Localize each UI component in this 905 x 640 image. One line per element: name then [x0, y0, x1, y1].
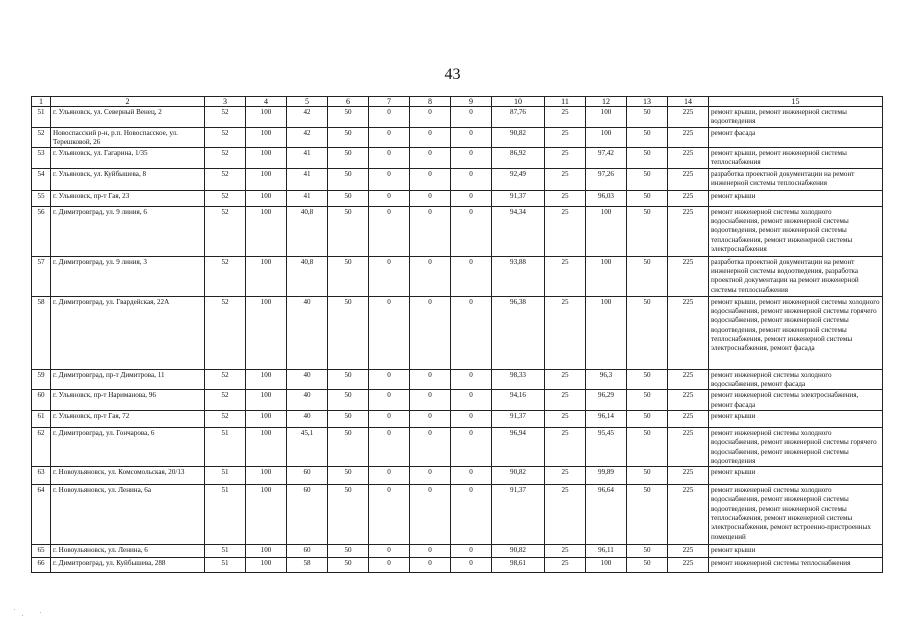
cell-c3: 51: [205, 427, 246, 466]
cell-c9: 0: [451, 168, 492, 190]
cell-c12: 96,14: [586, 410, 627, 427]
cell-work: ремонт крыши, ремонт инженерной системы теплоснабжения: [709, 148, 883, 169]
cell-c13: 50: [627, 427, 668, 466]
table-row: [32, 168, 883, 190]
cell-c5: 60: [287, 485, 328, 545]
table-row: [32, 485, 883, 545]
cell-c8: 0: [410, 410, 451, 427]
cell-c14: 225: [668, 107, 709, 128]
cell-no: 63: [32, 467, 51, 485]
cell-c4: 100: [246, 190, 287, 206]
cell-c12: 95,45: [586, 427, 627, 466]
cell-c10: 98,61: [492, 558, 545, 573]
cell-work: ремонт инженерной системы холодного водоснабжения, ремонт фасада: [709, 369, 883, 390]
cell-no: 61: [32, 410, 51, 427]
cell-no: 54: [32, 168, 51, 190]
cell-c14: 225: [668, 467, 709, 485]
cell-c14: 225: [668, 256, 709, 296]
cell-c3: 52: [205, 296, 246, 369]
cell-c8: 0: [410, 127, 451, 148]
cell-c9: 0: [451, 206, 492, 256]
cell-no: 66: [32, 558, 51, 573]
cell-c3: 51: [205, 545, 246, 558]
cell-c4: 100: [246, 127, 287, 148]
cell-c8: 0: [410, 148, 451, 169]
cell-c5: 58: [287, 558, 328, 573]
cell-c8: 0: [410, 427, 451, 466]
cell-c11: 25: [545, 256, 586, 296]
cell-c8: 0: [410, 168, 451, 190]
cell-c7: 0: [369, 168, 410, 190]
repair-program-table: [31, 96, 883, 573]
cell-c7: 0: [369, 190, 410, 206]
cell-c8: 0: [410, 107, 451, 128]
cell-c13: 50: [627, 390, 668, 411]
cell-c8: 0: [410, 467, 451, 485]
cell-c14: 225: [668, 190, 709, 206]
cell-c13: 50: [627, 545, 668, 558]
cell-c5: 40,8: [287, 256, 328, 296]
cell-c11: 25: [545, 410, 586, 427]
cell-work: ремонт крыши: [709, 190, 883, 206]
cell-c7: 0: [369, 410, 410, 427]
cell-address: г. Димитровград, ул. 9 линия, 6: [51, 206, 205, 256]
cell-work: ремонт инженерной системы холодного водоснабжения, ремонт инженерной системы водоотведения, ремонт инженерной системы теплоснабжения, ремонт инженерной системы электроснабжения, ремонт встроенно-пристроенных помещений: [709, 485, 883, 545]
cell-c11: 25: [545, 485, 586, 545]
cell-no: 52: [32, 127, 51, 148]
cell-c7: 0: [369, 107, 410, 128]
cell-c10: 86,92: [492, 148, 545, 169]
table-row: [32, 127, 883, 148]
cell-c12: 97,42: [586, 148, 627, 169]
cell-c9: 0: [451, 148, 492, 169]
cell-c6: 50: [328, 545, 369, 558]
cell-c5: 40: [287, 410, 328, 427]
cell-c11: 25: [545, 127, 586, 148]
cell-c13: 50: [627, 296, 668, 369]
table-row: [32, 427, 883, 466]
column-number-13: 13: [627, 97, 668, 107]
column-number-8: 8: [410, 97, 451, 107]
column-number-4: 4: [246, 97, 287, 107]
cell-address: г. Новоульяновск, ул. Комсомольская, 20/13: [51, 467, 205, 485]
cell-c6: 50: [328, 558, 369, 573]
cell-address: г. Ульяновск, ул. Гагарина, 1/35: [51, 148, 205, 169]
cell-work: ремонт крыши: [709, 545, 883, 558]
cell-c7: 0: [369, 390, 410, 411]
cell-c4: 100: [246, 168, 287, 190]
cell-work: разработка проектной документации на ремонт инженерной системы теплоснабжения: [709, 168, 883, 190]
cell-c4: 100: [246, 558, 287, 573]
cell-c4: 100: [246, 148, 287, 169]
cell-c8: 0: [410, 256, 451, 296]
cell-c10: 90,82: [492, 545, 545, 558]
cell-no: 57: [32, 256, 51, 296]
cell-c6: 50: [328, 410, 369, 427]
cell-c12: 100: [586, 296, 627, 369]
cell-c3: 52: [205, 410, 246, 427]
cell-c3: 52: [205, 107, 246, 128]
cell-address: г. Димитровград, ул. Куйбышева, 288: [51, 558, 205, 573]
cell-c5: 41: [287, 148, 328, 169]
cell-c10: 91,37: [492, 410, 545, 427]
cell-c12: 100: [586, 206, 627, 256]
cell-work: разработка проектной документации на ремонт инженерной системы водоотведения, разработка проектной документации на ремонт инженерной системы теплоснабжения: [709, 256, 883, 296]
cell-c11: 25: [545, 545, 586, 558]
cell-c9: 0: [451, 467, 492, 485]
cell-work: ремонт инженерной системы теплоснабжения: [709, 558, 883, 573]
cell-c13: 50: [627, 190, 668, 206]
cell-work: ремонт крыши, ремонт инженерной системы водоотведения: [709, 107, 883, 128]
cell-c6: 50: [328, 427, 369, 466]
cell-c3: 51: [205, 485, 246, 545]
cell-c4: 100: [246, 427, 287, 466]
column-number-7: 7: [369, 97, 410, 107]
cell-c12: 100: [586, 107, 627, 128]
cell-c13: 50: [627, 148, 668, 169]
cell-c13: 50: [627, 256, 668, 296]
cell-c12: 96,64: [586, 485, 627, 545]
cell-c8: 0: [410, 190, 451, 206]
cell-c5: 41: [287, 190, 328, 206]
cell-no: 65: [32, 545, 51, 558]
cell-c14: 225: [668, 168, 709, 190]
cell-c10: 92,49: [492, 168, 545, 190]
cell-c13: 50: [627, 369, 668, 390]
cell-c3: 52: [205, 127, 246, 148]
cell-c4: 100: [246, 107, 287, 128]
cell-c11: 25: [545, 296, 586, 369]
cell-c9: 0: [451, 390, 492, 411]
table-row: [32, 545, 883, 558]
cell-c11: 25: [545, 168, 586, 190]
cell-c14: 225: [668, 127, 709, 148]
cell-c11: 25: [545, 107, 586, 128]
cell-c6: 50: [328, 107, 369, 128]
cell-no: 56: [32, 206, 51, 256]
cell-c6: 50: [328, 256, 369, 296]
cell-address: г. Ульяновск, ул. Северный Венец, 2: [51, 107, 205, 128]
cell-c10: 96,38: [492, 296, 545, 369]
cell-c8: 0: [410, 296, 451, 369]
cell-address: г. Ульяновск, пр-т Нариманова, 96: [51, 390, 205, 411]
cell-c9: 0: [451, 296, 492, 369]
cell-no: 64: [32, 485, 51, 545]
cell-c7: 0: [369, 467, 410, 485]
cell-c5: 41: [287, 168, 328, 190]
cell-c5: 42: [287, 127, 328, 148]
cell-c14: 225: [668, 410, 709, 427]
cell-c12: 96,11: [586, 545, 627, 558]
cell-c13: 50: [627, 107, 668, 128]
cell-address: г. Новоульяновск, ул. Ленина, 6а: [51, 485, 205, 545]
cell-c3: 52: [205, 256, 246, 296]
cell-c13: 50: [627, 410, 668, 427]
cell-c12: 96,29: [586, 390, 627, 411]
cell-c13: 50: [627, 168, 668, 190]
scan-speck: .: [14, 606, 16, 612]
table-row: [32, 256, 883, 296]
cell-c8: 0: [410, 369, 451, 390]
cell-c14: 225: [668, 206, 709, 256]
cell-work: ремонт инженерной системы электроснабжения, ремонт фасада: [709, 390, 883, 411]
column-number-2: 2: [51, 97, 205, 107]
column-number-9: 9: [451, 97, 492, 107]
cell-c10: 91,37: [492, 485, 545, 545]
table-row: [32, 107, 883, 128]
cell-c11: 25: [545, 190, 586, 206]
cell-c6: 50: [328, 467, 369, 485]
cell-address: г. Димитровград, ул. Гвардейская, 22А: [51, 296, 205, 369]
cell-c7: 0: [369, 369, 410, 390]
scan-speck: .: [40, 609, 42, 615]
cell-c14: 225: [668, 369, 709, 390]
cell-c8: 0: [410, 558, 451, 573]
table-row: [32, 206, 883, 256]
cell-c7: 0: [369, 427, 410, 466]
cell-no: 55: [32, 190, 51, 206]
cell-c11: 25: [545, 206, 586, 256]
cell-c11: 25: [545, 558, 586, 573]
cell-c8: 0: [410, 545, 451, 558]
cell-no: 51: [32, 107, 51, 128]
cell-c14: 225: [668, 545, 709, 558]
table-row: [32, 410, 883, 427]
cell-c3: 52: [205, 369, 246, 390]
cell-c4: 100: [246, 485, 287, 545]
column-number-12: 12: [586, 97, 627, 107]
cell-address: г. Новоульяновск, ул. Ленина, 6: [51, 545, 205, 558]
cell-c3: 52: [205, 390, 246, 411]
column-number-1: 1: [32, 97, 51, 107]
cell-c9: 0: [451, 107, 492, 128]
cell-c5: 40,8: [287, 206, 328, 256]
cell-c7: 0: [369, 296, 410, 369]
cell-c7: 0: [369, 256, 410, 296]
cell-c6: 50: [328, 127, 369, 148]
cell-c11: 25: [545, 467, 586, 485]
cell-c12: 96,3: [586, 369, 627, 390]
cell-c14: 225: [668, 148, 709, 169]
cell-c11: 25: [545, 369, 586, 390]
cell-c13: 50: [627, 485, 668, 545]
column-number-15: 15: [709, 97, 883, 107]
cell-address: г. Ульяновск, пр-т Гая, 23: [51, 190, 205, 206]
cell-c10: 93,88: [492, 256, 545, 296]
cell-c9: 0: [451, 485, 492, 545]
cell-c14: 225: [668, 427, 709, 466]
cell-c14: 225: [668, 390, 709, 411]
cell-c5: 45,1: [287, 427, 328, 466]
cell-c4: 100: [246, 410, 287, 427]
cell-c12: 100: [586, 558, 627, 573]
cell-c14: 225: [668, 485, 709, 545]
cell-c7: 0: [369, 127, 410, 148]
table-row: [32, 148, 883, 169]
cell-c13: 50: [627, 558, 668, 573]
cell-c8: 0: [410, 485, 451, 545]
cell-c6: 50: [328, 485, 369, 545]
cell-c9: 0: [451, 256, 492, 296]
cell-c9: 0: [451, 410, 492, 427]
column-number-6: 6: [328, 97, 369, 107]
cell-c3: 52: [205, 148, 246, 169]
cell-c13: 50: [627, 467, 668, 485]
cell-c9: 0: [451, 190, 492, 206]
cell-c11: 25: [545, 148, 586, 169]
cell-c4: 100: [246, 296, 287, 369]
cell-c4: 100: [246, 390, 287, 411]
cell-c3: 52: [205, 206, 246, 256]
cell-c12: 96,03: [586, 190, 627, 206]
table-row: [32, 369, 883, 390]
cell-c13: 50: [627, 127, 668, 148]
column-number-row: [32, 97, 883, 107]
column-number-14: 14: [668, 97, 709, 107]
cell-c10: 94,16: [492, 390, 545, 411]
cell-c10: 94,34: [492, 206, 545, 256]
column-number-5: 5: [287, 97, 328, 107]
table-row: [32, 296, 883, 369]
column-number-10: 10: [492, 97, 545, 107]
cell-c9: 0: [451, 427, 492, 466]
cell-c5: 60: [287, 545, 328, 558]
cell-c6: 50: [328, 296, 369, 369]
scan-speck: .: [22, 612, 24, 618]
cell-work: ремонт крыши: [709, 410, 883, 427]
cell-work: ремонт крыши: [709, 467, 883, 485]
table-row: [32, 390, 883, 411]
cell-address: г. Ульяновск, ул. Куйбышева, 8: [51, 168, 205, 190]
cell-c9: 0: [451, 545, 492, 558]
cell-c12: 100: [586, 256, 627, 296]
cell-no: 58: [32, 296, 51, 369]
cell-c6: 50: [328, 168, 369, 190]
cell-c9: 0: [451, 127, 492, 148]
cell-c3: 51: [205, 467, 246, 485]
cell-c11: 25: [545, 390, 586, 411]
column-number-3: 3: [205, 97, 246, 107]
cell-c7: 0: [369, 148, 410, 169]
cell-c4: 100: [246, 369, 287, 390]
cell-c13: 50: [627, 206, 668, 256]
cell-c5: 40: [287, 390, 328, 411]
cell-c9: 0: [451, 558, 492, 573]
cell-c7: 0: [369, 558, 410, 573]
table-row: [32, 467, 883, 485]
cell-c7: 0: [369, 545, 410, 558]
cell-c8: 0: [410, 390, 451, 411]
table-body: [32, 97, 883, 573]
cell-c10: 98,33: [492, 369, 545, 390]
cell-c10: 91,37: [492, 190, 545, 206]
table-row: [32, 558, 883, 573]
cell-address: г. Ульяновск, пр-т Гая, 72: [51, 410, 205, 427]
cell-c6: 50: [328, 369, 369, 390]
cell-no: 59: [32, 369, 51, 390]
cell-c3: 51: [205, 558, 246, 573]
cell-c5: 60: [287, 467, 328, 485]
table-row: [32, 190, 883, 206]
cell-c8: 0: [410, 206, 451, 256]
cell-c6: 50: [328, 206, 369, 256]
column-number-11: 11: [545, 97, 586, 107]
cell-c7: 0: [369, 485, 410, 545]
cell-address: г. Димитровград, пр-т Димитрова, 11: [51, 369, 205, 390]
cell-c10: 87,76: [492, 107, 545, 128]
cell-c4: 100: [246, 467, 287, 485]
cell-c6: 50: [328, 148, 369, 169]
cell-work: ремонт инженерной системы холодного водоснабжения, ремонт инженерной системы горячего водоснабжения, ремонт инженерной системы водоотведения: [709, 427, 883, 466]
cell-c12: 100: [586, 127, 627, 148]
cell-c3: 52: [205, 190, 246, 206]
cell-c6: 50: [328, 190, 369, 206]
cell-c11: 25: [545, 427, 586, 466]
cell-no: 62: [32, 427, 51, 466]
cell-c10: 96,94: [492, 427, 545, 466]
cell-work: ремонт фасада: [709, 127, 883, 148]
cell-c10: 90,82: [492, 467, 545, 485]
cell-c12: 99,89: [586, 467, 627, 485]
cell-c12: 97,26: [586, 168, 627, 190]
cell-c4: 100: [246, 545, 287, 558]
cell-c6: 50: [328, 390, 369, 411]
cell-c5: 40: [287, 369, 328, 390]
cell-address: г. Димитровград, ул. 9 линия, 3: [51, 256, 205, 296]
cell-c5: 42: [287, 107, 328, 128]
cell-c9: 0: [451, 369, 492, 390]
cell-c14: 225: [668, 558, 709, 573]
cell-no: 53: [32, 148, 51, 169]
cell-address: г. Димитровград, ул. Гончарова, 6: [51, 427, 205, 466]
cell-c3: 52: [205, 168, 246, 190]
cell-work: ремонт крыши, ремонт инженерной системы холодного водоснабжения, ремонт инженерной системы горячего водоснабжения, ремонт инженерной системы водоотведения, ремонт инженерной системы теплоснабжения, ремонт инженерной системы электроснабжения, ремонт фасада: [709, 296, 883, 369]
cell-address: Новоспасский р-н, р.п. Новоспасское, ул. Терешковой, 26: [51, 127, 205, 148]
cell-c4: 100: [246, 256, 287, 296]
cell-no: 60: [32, 390, 51, 411]
cell-c10: 90,82: [492, 127, 545, 148]
cell-c14: 225: [668, 296, 709, 369]
cell-c4: 100: [246, 206, 287, 256]
cell-c5: 40: [287, 296, 328, 369]
cell-c7: 0: [369, 206, 410, 256]
cell-work: ремонт инженерной системы холодного водоснабжения, ремонт инженерной системы водоотведения, ремонт инженерной системы теплоснабжения, ремонт инженерной системы электроснабжения: [709, 206, 883, 256]
page-number: 43: [444, 66, 461, 83]
